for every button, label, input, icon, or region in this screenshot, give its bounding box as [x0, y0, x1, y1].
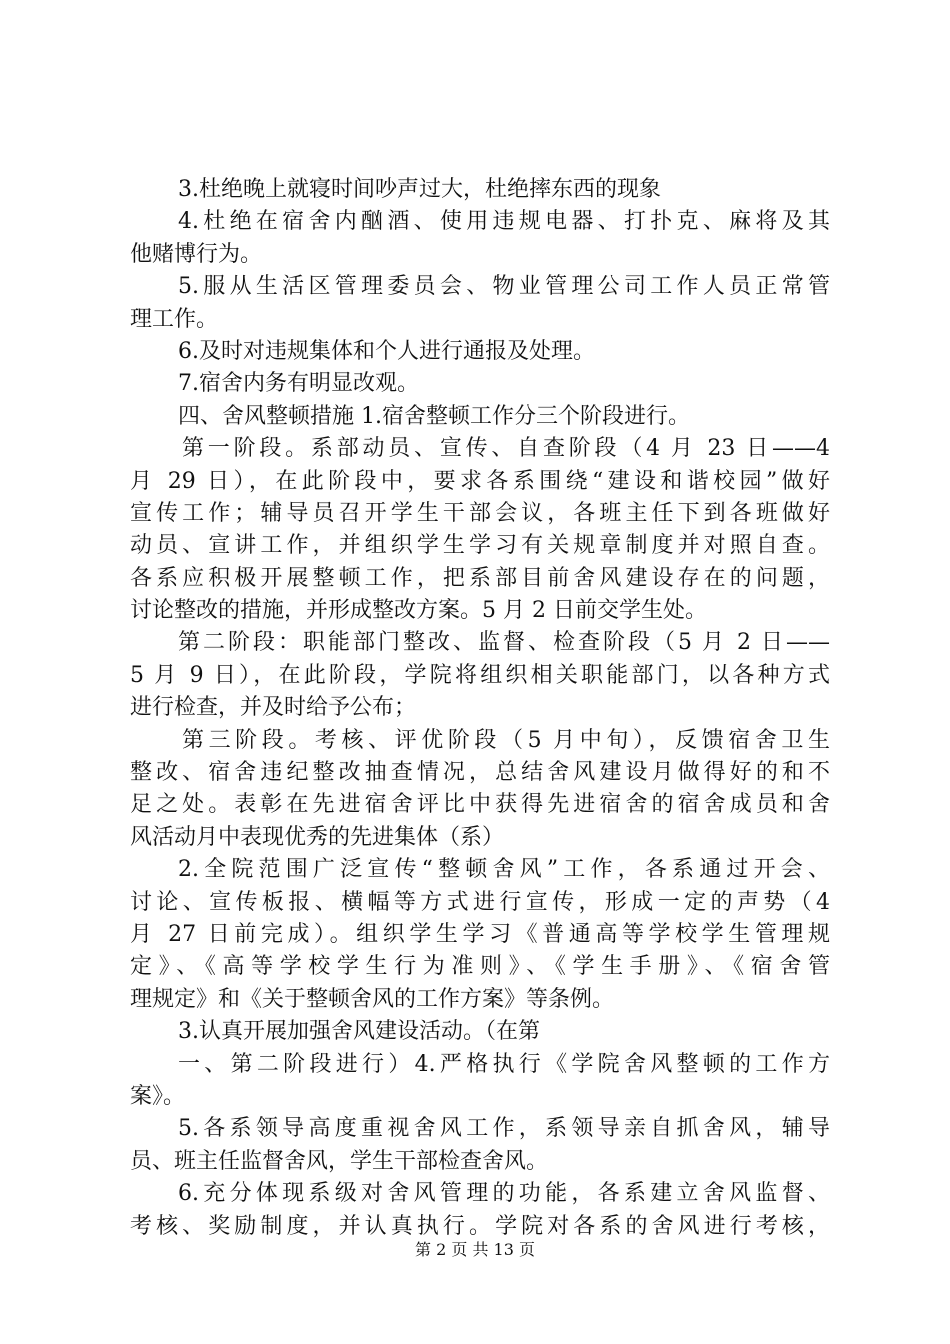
text-line: 员、班主任监督舍风，学生干部检查舍风。: [130, 1148, 549, 1174]
text-line: 理规定》和《关于整顿舍风的工作方案》等条例。: [130, 986, 615, 1012]
text-line: 案》。: [130, 1083, 186, 1109]
text-line: 7.宿舍内务有明显改观。: [178, 371, 419, 397]
text-line: 足之处。表彰在先进宿舍评比中获得先进宿舍的宿舍成员和舍: [130, 792, 830, 818]
text-line: 2.全院范围广泛宣传“整顿舍风”工作，各系通过开会、: [178, 857, 830, 883]
text-line: 5.服从生活区管理委员会、物业管理公司工作人员正常管: [178, 274, 830, 300]
text-line: 动员、宣讲工作，并组织学生学习有关规章制度并对照自查。: [130, 533, 830, 559]
text-line: 3.杜绝晚上就寝时间吵声过大，杜绝摔东西的现象: [178, 177, 661, 202]
text-line: 进行检查，并及时给予公布；: [130, 695, 417, 721]
text-line: 月 29 日），在此阶段中，要求各系围绕“建设和谐校园”做好: [130, 468, 830, 494]
text-line: 讨论整改的措施，并形成整改方案。5 月 2 日前交学生处。: [130, 598, 707, 624]
text-line: 第二阶段：职能部门整改、监督、检查阶段（5 月 2 日——: [178, 630, 830, 656]
text-line: 四、舍风整顿措施 1.宿舍整顿工作分三个阶段进行。: [178, 403, 690, 429]
text-line: 风活动月中表现优秀的先进集体（系）: [130, 824, 505, 850]
text-line: 讨论、宣传板报、横幅等方式进行宣传，形成一定的声势（4: [130, 889, 830, 915]
text-line: 定》、《高等学校学生行为准则》、《学生手册》、《宿舍管: [130, 954, 830, 980]
text-line: 整改、宿舍违纪整改抽查情况，总结舍风建设月做得好的和不: [130, 760, 830, 786]
text-line: 月 27 日前完成）。组织学生学习《普通高等学校学生管理规: [130, 921, 830, 947]
text-line: 4.杜绝在宿舍内酗酒、使用违规电器、打扑克、麻将及其: [178, 209, 830, 235]
text-line: 考核、奖励制度，并认真执行。学院对各系的舍风进行考核，: [130, 1213, 830, 1239]
text-line: 3.认真开展加强舍风建设活动。（在第: [178, 1019, 540, 1045]
text-line: 5 月 9 日），在此阶段，学院将组织相关职能部门，以各种方式: [130, 662, 830, 688]
text-line: 第三阶段。考核、评优阶段（5 月中旬），反馈宿舍卫生: [182, 727, 830, 753]
document-body: [130, 174, 830, 1243]
text-line: 5.各系领导高度重视舍风工作，系领导亲自抓舍风，辅导: [178, 1116, 830, 1142]
text-line: 一、第二阶段进行）4.严格执行《学院舍风整顿的工作方: [178, 1051, 830, 1077]
text-line: 6.充分体现系级对舍风管理的功能，各系建立舍风监督、: [178, 1181, 830, 1207]
text-line: 他赌博行为。: [130, 241, 263, 267]
text-line: 6.及时对违规集体和个人进行通报及处理。: [178, 338, 595, 364]
text-line: 理工作。: [130, 306, 219, 332]
text-line: 第一阶段。系部动员、宣传、自查阶段（4 月 23 日——4: [182, 436, 830, 462]
text-line: 宣传工作；辅导员召开学生干部会议，各班主任下到各班做好: [130, 500, 830, 526]
page-footer: 第 2 页 共 13 页: [415, 1240, 535, 1259]
text-line: 各系应积极开展整顿工作，把系部目前舍风建设存在的问题，: [130, 565, 830, 591]
